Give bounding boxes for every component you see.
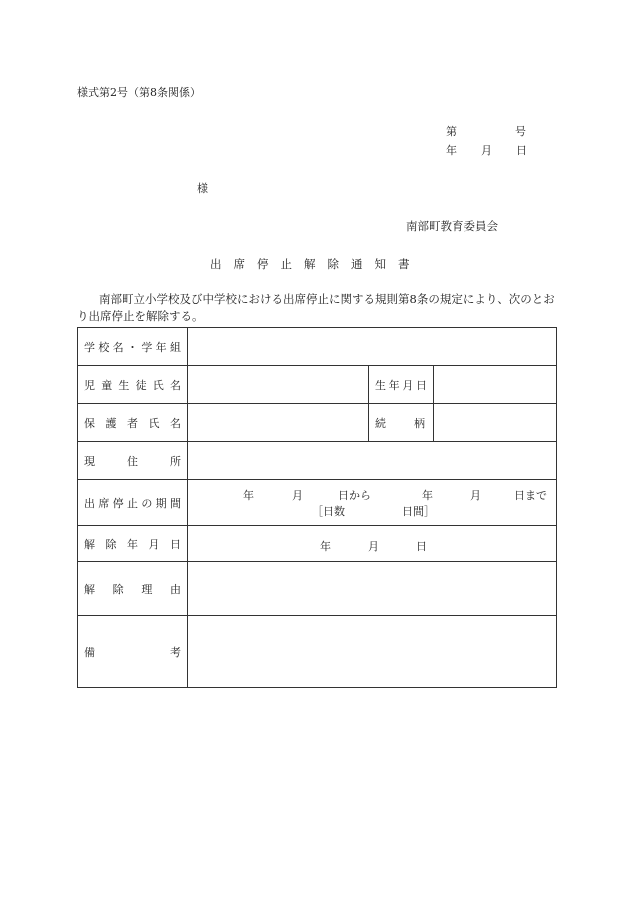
release-day: 日 [416,539,427,553]
document-number-prefix: 第 [446,125,457,138]
school-class-field[interactable] [188,328,557,366]
period-month-2: 月 [470,488,481,502]
period-row [78,480,557,526]
address-field[interactable] [188,442,557,480]
birth-date-label: 生 年 月 日 [369,366,434,404]
address-label: 現 住 所 [78,442,188,480]
release-date-row [78,526,557,562]
release-year: 年 [320,539,331,553]
student-name-field[interactable] [188,366,369,404]
date-year-label: 年 [446,144,457,157]
period-days-open: ［日数 [312,504,345,518]
document-number-suffix: 号 [515,125,526,138]
guardian-row [78,404,557,442]
suspension-period-field[interactable] [188,480,557,526]
guardian-name-label: 保 護 者 氏 名 [78,404,188,442]
release-month: 月 [368,539,379,553]
guardian-name-field[interactable] [188,404,369,442]
remarks-row [78,616,557,688]
period-day-from: 日から [338,488,371,502]
notice-form-table [77,327,557,688]
student-name-label: 児 童 生 徒 氏 名 [78,366,188,404]
school-class-label: 学 校 名 ・ 学 年 組 [78,328,188,366]
address-row [78,442,557,480]
relationship-label: 続 柄 [369,404,434,442]
release-reason-field[interactable] [188,562,557,616]
period-day-to: 日まで [514,488,547,502]
birth-date-field[interactable] [434,366,557,404]
school-row [78,328,557,366]
period-year-2: 年 [422,488,433,502]
relationship-field[interactable] [434,404,557,442]
remarks-label: 備 考 [78,616,188,688]
period-days-close: 日間］ [402,504,435,518]
form-number: 様式第2号（第8条関係） [77,86,201,99]
body-text: 南部町立小学校及び中学校における出席停止に関する規則第8条の規定により、次のとおり出席停止を解除する。 [77,292,555,323]
issuer-name: 南部町教育委員会 [406,219,498,233]
recipient-honorific: 様 [197,182,208,195]
remarks-field[interactable] [188,616,557,688]
suspension-period-label: 出 席 停 止 の 期 間 [78,480,188,526]
student-row [78,366,557,404]
release-reason-label: 解 除 理 由 [78,562,188,616]
date-month-label: 月 [481,144,492,157]
release-date-label: 解 除 年 月 日 [78,526,188,562]
period-month-1: 月 [292,488,303,502]
release-date-field[interactable] [188,526,557,562]
date-day-label: 日 [516,144,527,157]
document-title: 出席停止解除通知書 [210,257,422,271]
reason-row [78,562,557,616]
period-year-1: 年 [243,488,254,502]
